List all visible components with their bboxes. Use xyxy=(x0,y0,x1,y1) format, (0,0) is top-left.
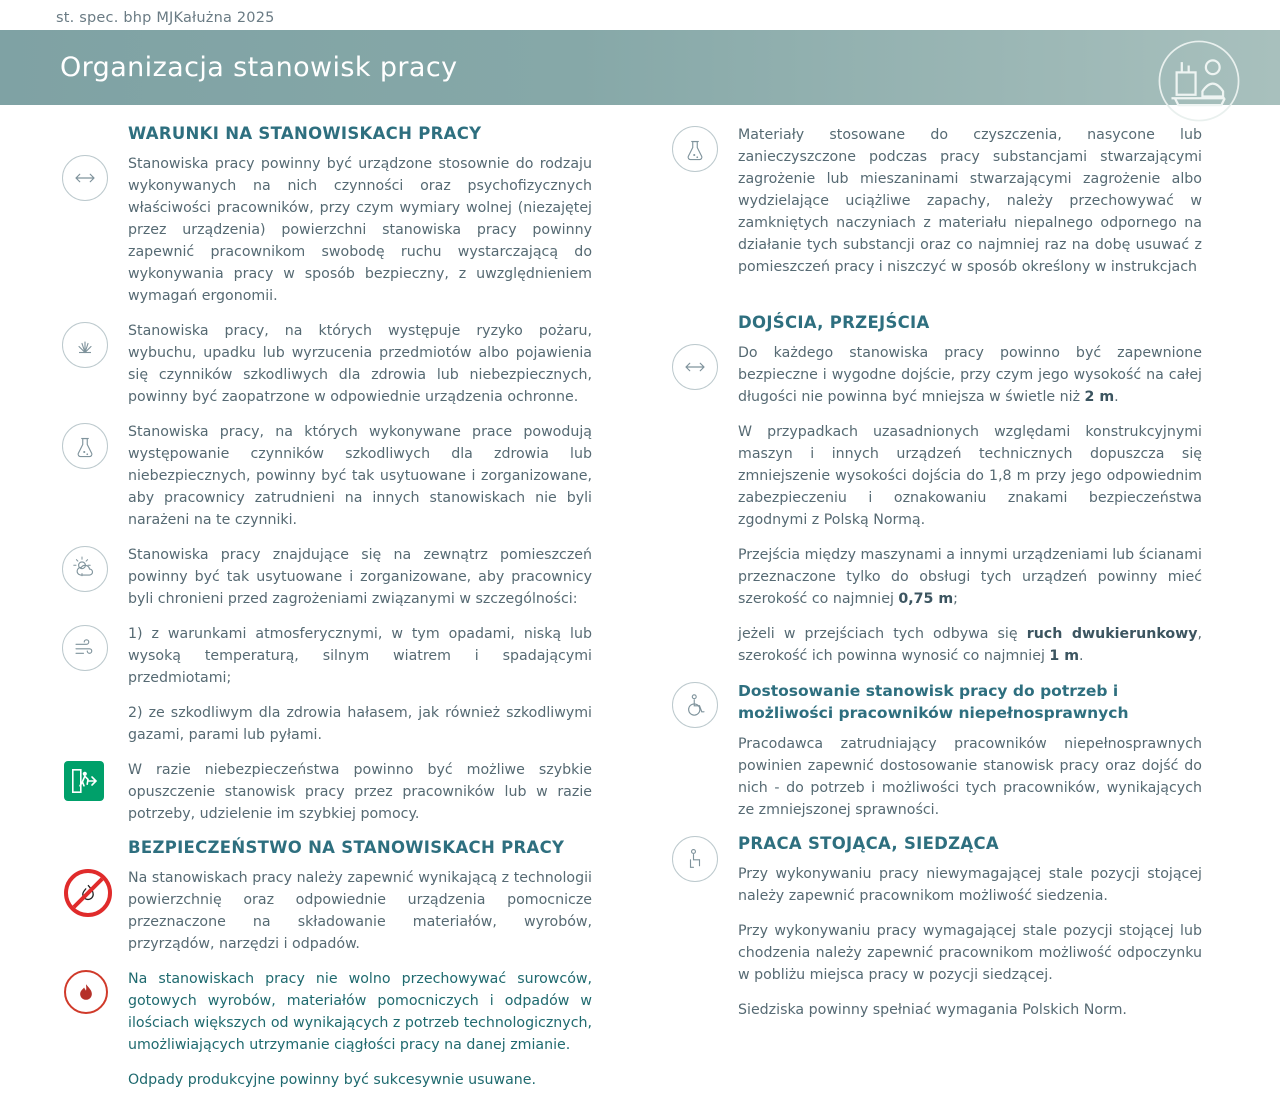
content-block xyxy=(62,759,592,825)
paragraph: Stanowiska pracy, na których występuje ryzyko pożaru, wybuchu, upadku lub wyrzucenia przedmiotów albo pojawienia się czynników szkodliwych dla zdrowia lub niebezpiecznych, powinny być zaopatrzone w odpowiednie urządzenia ochronne. xyxy=(128,323,592,405)
paragraph: W razie niebezpieczeństwa powinno być możliwe szybkie opuszczenie stanowisk pracy przez pracowników lub w razie potrzeby, udzielenie im szybkiej pomocy. xyxy=(128,762,592,822)
content-block xyxy=(62,968,592,1056)
left-column xyxy=(62,124,592,1104)
paragraph: Stanowiska pracy powinny być urządzone stosownie do rodzaju wykonywanych na nich czynności oraz psychofizycznych właściwości pracowników, przy czym wymiary wolnej (niezajętej przez urządzenia) powierzchni stanowiska pracy powinny zapewnić pracownikom swobodę ruchu wystarczającą do wykonywania pracy w sposób bezpieczny, z uwzględnieniem wymagań ergonomii. xyxy=(128,156,592,304)
emergency-exit-icon xyxy=(62,761,110,809)
section-title-warunki: WARUNKI NA STANOWISKACH PRACY xyxy=(128,124,482,143)
paragraph: Do każdego stanowiska pracy powinno być zapewnione bezpieczne i wygodne dojście, przy czym jego wysokość na całej długości nie powinna być mniejsza w świetle niż 2 m. xyxy=(738,345,1202,405)
content-block xyxy=(62,320,592,408)
paragraph: Na stanowiskach pracy nie wolno przechowywać surowców, gotowych wyrobów, materiałów pomocniczych i odpadów w ilościach większych od wynikających z potrzeb technologicznych, umożliwiających utrzymanie ciągłości pracy na danej zmianie. xyxy=(128,971,592,1053)
no-fire-icon xyxy=(62,869,110,917)
paragraph: Materiały stosowane do czyszczenia, nasycone lub zanieczyszczone podczas pracy substancjami stwarzającymi zagrożenie lub mieszaninami stwarzającymi zagrożenie albo wydzielające uciążliwe zapachy, należy przechowywać w zamkniętych naczyniach z materiału niepalnego odpornego na działanie tych substancji oraz co najmniej raz na dobę usuwać z pomieszczeń pracy i niszczyć w sposób określony w instrukcjach xyxy=(738,127,1202,275)
section-title-praca-stojaca: PRACA STOJĄCA, SIEDZĄCA xyxy=(738,833,999,853)
chemical-flask-icon xyxy=(62,423,110,471)
paragraph: 1) z warunkami atmosferycznymi, w tym opadami, niską lub wysoką temperaturą, silnym wiatrem i spadającymi przedmiotami; xyxy=(128,626,592,686)
content-block xyxy=(672,544,1202,610)
page-header-banner xyxy=(0,30,1280,105)
paragraph: Na stanowiskach pracy należy zapewnić wynikającą z technologii powierzchnię oraz odpowiednie urządzenia pomocnicze przeznaczone na składowanie materiałów, wyrobów, przyrządów, narzędzi i odpadów. xyxy=(128,870,592,952)
paragraph: Przy wykonywaniu pracy wymagającej stale pozycji stojącej lub chodzenia należy zapewnić pracownikom możliwość odpoczynku w pobliżu miejsca pracy w pozycji siedzącej. xyxy=(738,922,1202,983)
content-block xyxy=(62,623,592,689)
subsection-title-disabled: Dostosowanie stanowisk pracy do potrzeb i możliwości pracowników niepełnosprawnych xyxy=(738,682,1129,723)
paragraph: Stanowiska pracy, na których wykonywane prace powodują występowanie czynników szkodliwych dla zdrowia lub niebezpiecznych, powinny być tak usytuowane i zorganizowane, aby pracownicy zatrudnieni na innych stanowiskach nie byli narażeni na te czynniki. xyxy=(128,424,592,528)
page-title: Organizacja stanowisk pracy xyxy=(60,52,458,83)
paragraph: W przypadkach uzasadnionych względami konstrukcyjnymi maszyn i innych urządzeń technicznych dopuszcza się zmniejszenie wysokości dojścia do 1,8 m przy jego odpowiednim zabezpieczeniu i oznakowaniu znakami bezpieczeństwa zgodnymi z Polską Normą. xyxy=(738,424,1202,528)
worker-at-machine-icon xyxy=(1156,38,1242,124)
chemical-flask-icon xyxy=(672,126,720,174)
content-block-disabled-workers xyxy=(672,680,1202,821)
content-block xyxy=(62,867,592,955)
paragraph: Odpady produkcyjne powinny być sukcesywnie usuwane. xyxy=(128,1072,537,1088)
arrows-horizontal-icon xyxy=(672,344,720,392)
wheelchair-icon xyxy=(672,682,720,730)
content-block xyxy=(62,702,592,746)
content-block xyxy=(672,421,1202,531)
paragraph: Stanowiska pracy znajdujące się na zewnątrz pomieszczeń powinny być tak usytuowane i zorganizowane, aby pracownicy byli chronieni przed zagrożeniami związanymi w szczególności: xyxy=(128,547,592,607)
flammable-icon xyxy=(62,970,110,1018)
paragraph: Przy wykonywaniu pracy niewymagającej stale pozycji stojącej należy zapewnić pracownikom możliwość siedzenia. xyxy=(738,865,1202,904)
document-meta-line: st. spec. bhp MJKałużna 2025 xyxy=(56,10,275,26)
content-block xyxy=(62,153,592,307)
content-block xyxy=(672,623,1202,667)
paragraph: jeżeli w przejściach tych odbywa się ruch dwukierunkowy, szerokość ich powinna wynosić co najmniej 1 m. xyxy=(738,626,1202,664)
content-block xyxy=(62,421,592,531)
seated-worker-icon xyxy=(672,836,720,884)
content-block xyxy=(672,124,1202,278)
wind-noise-icon xyxy=(62,625,110,673)
explosion-icon xyxy=(62,322,110,370)
weather-sun-cloud-icon xyxy=(62,546,110,594)
section-title-dojscia: DOJŚCIA, PRZEJŚCIA xyxy=(738,313,930,332)
paragraph: Siedziska powinny spełniać wymagania Polskich Norm. xyxy=(738,1001,1127,1018)
content-block xyxy=(62,544,592,610)
content-block-standing-sitting xyxy=(672,834,1202,1021)
paragraph: Przejścia między maszynami a innymi urządzeniami lub ścianami przeznaczone tylko do obsługi tych urządzeń powinny mieć szerokość co najmniej 0,75 m; xyxy=(738,547,1202,607)
right-column xyxy=(672,124,1202,1034)
section-title-bezpieczenstwo: BEZPIECZEŃSTWO NA STANOWISKACH PRACY xyxy=(128,838,565,857)
paragraph: Pracodawca zatrudniający pracowników niepełnosprawnych powinien zapewnić dostosowanie stanowisk pracy oraz dojść do nich - do potrzeb i możliwości tych pracowników, wynikających ze zmniejszonej sprawności. xyxy=(738,735,1202,818)
paragraph: 2) ze szkodliwym dla zdrowia hałasem, jak również szkodliwymi gazami, parami lub pyłami. xyxy=(128,705,592,743)
content-block xyxy=(672,342,1202,408)
content-block xyxy=(62,1069,592,1091)
arrows-horizontal-icon xyxy=(62,155,110,203)
